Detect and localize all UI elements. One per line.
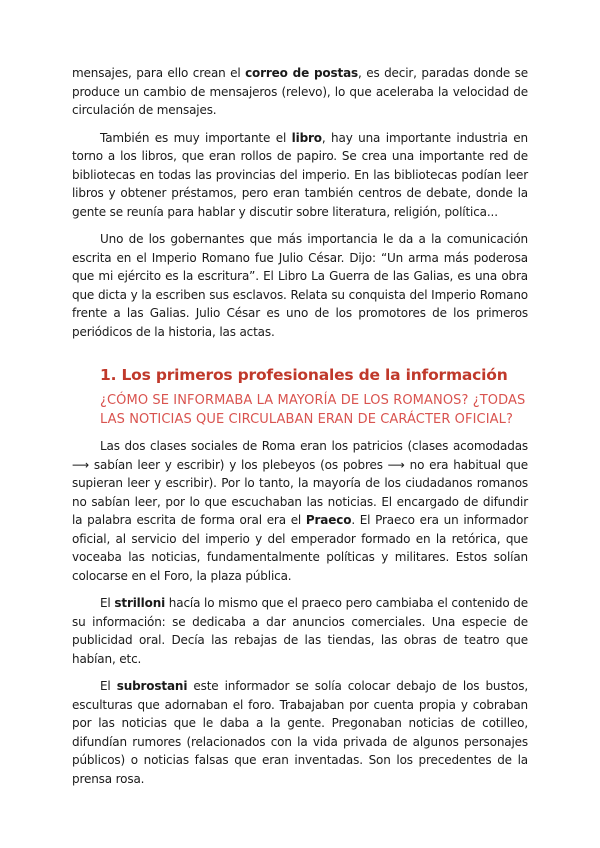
paragraph-text: mensajes, para ello crean el (72, 66, 246, 80)
bold-term: Praeco (305, 513, 352, 527)
page-content (72, 64, 528, 797)
paragraph-text: El (100, 679, 117, 693)
paragraph-text: . El Praeco era un informador oficial, al servicio del imperio y del emperador formado en la retórica, que voceaba las noticias, fundamentalmente políticas y militares. Estos solían colocarse en el Foro, la plaza pública. (72, 513, 528, 583)
paragraph-text: El (100, 596, 115, 610)
bold-term: strilloni (114, 596, 166, 610)
paragraph-text: También es muy importante el (100, 130, 292, 145)
paragraph-text: hacía lo mismo que el praeco pero cambiaba el contenido de su información: se dedicaba a dar anuncios comerciales. Una especie de publicidad oral. Decía las rebajas de las tiendas, las obras de teatro que habían, etc. (72, 596, 529, 666)
paragraph-text: , hay una importante industria en torno a los libros, que eran rollos de papiro. Se crea una importante red de bibliotecas en todas las provincias del imperio. En las bibliotecas podían leer libros y obtener préstamos, pero eran también centros de debate, donde la gente se reunía para hablar y discutir sobre literatura, religión, política... (72, 130, 528, 219)
body-paragraph (72, 230, 528, 341)
paragraph-text: este informador se solía colocar debajo de los bustos, esculturas que adornaban el foro. Trabajaban por cuenta propia y cobraban por las noticias que le daba a la gente. Pregonaban noticias de cotilleo, difundían rumores (relacionados con la vida privada de algunos personajes públicos) o noticias falsas que eran inventadas. Son los precedentes de la prensa rosa. (72, 679, 529, 786)
body-paragraph (72, 437, 528, 585)
section-paragraphs (72, 437, 528, 788)
body-paragraph (72, 129, 528, 222)
paragraph-text: Las dos clases sociales de Roma eran los patricios (clases acomodadas ⟶ sabían leer y escribir) y los plebeyos (os pobres ⟶ no era habitual que supieran leer y escribir). Por lo tanto, la mayoría de los ciudadanos romanos no sabían leer, por lo que escuchaban las noticias. El encargado de difundir la palabra escrita de forma oral era el (72, 439, 528, 527)
bold-term: subrostani (116, 679, 188, 693)
body-paragraph (72, 64, 528, 120)
body-paragraph (72, 594, 528, 668)
bold-term: libro (291, 130, 322, 145)
intro-paragraphs (72, 64, 528, 341)
section-question: ¿CÓMO SE INFORMABA LA MAYORÍA DE LOS ROMANOS? ¿TODAS LAS NOTICIAS QUE CIRCULABAN ERAN DE CARÁCTER OFICIAL? (100, 393, 526, 427)
body-paragraph (72, 677, 528, 788)
paragraph-text: , es decir, paradas donde se produce un cambio de mensajeros (relevo), lo que aceleraba la velocidad de circulación de mensajes. (72, 66, 529, 117)
section-title: 1. Los primeros profesionales de la información (100, 366, 508, 384)
paragraph-text: Uno de los gobernantes que más importancia le da a la comunicación escrita en el Imperio Romano fue Julio César. Dijo: “Un arma más poderosa que mi ejército es la escritura”. El Libro La Guerra de las Galias, es una obra que dicta y la escriben sus esclavos. Relata su conquista del Imperio Romano frente a las Galias. Julio César es uno de los promotores de los primeros periódicos de la historia, las actas. (72, 232, 528, 339)
bold-term: correo de postas (245, 66, 359, 80)
